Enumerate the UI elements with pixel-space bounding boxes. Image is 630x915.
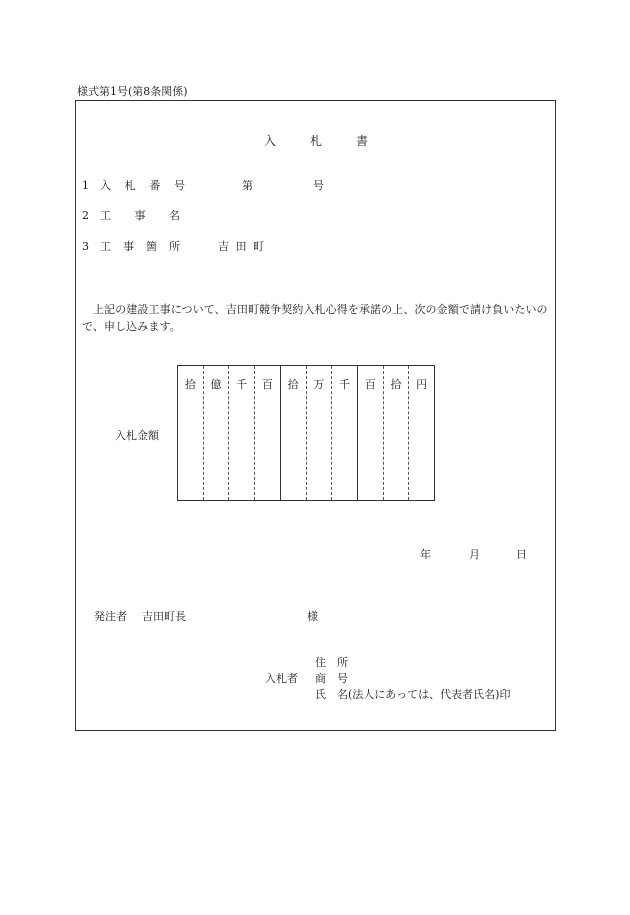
- label-char: 所: [337, 656, 348, 669]
- label-char: 事: [134, 209, 146, 222]
- bidder-address-label: [315, 657, 348, 668]
- bidder-company-label: [315, 673, 348, 684]
- item-number: 3: [82, 240, 89, 253]
- amount-column-header: 百: [254, 366, 280, 500]
- label-char: 箇: [146, 240, 157, 253]
- label-char: 番: [149, 179, 161, 192]
- value-char: 田: [235, 240, 247, 253]
- value-char: 吉: [218, 240, 229, 253]
- honorific: 様: [307, 610, 318, 623]
- work-location-value: [218, 241, 264, 252]
- work-name-label: [100, 210, 180, 221]
- amount-column-header: 拾: [184, 378, 196, 391]
- label-char: 商: [315, 672, 326, 685]
- amount-column-header: 百: [357, 366, 383, 500]
- amount-column-header: 千: [331, 366, 357, 500]
- amount-column-header: 拾: [383, 366, 409, 500]
- bidder-name-label: 氏 名(法人にあっては、代表者氏名)印: [315, 688, 511, 701]
- label-char: 所: [169, 240, 180, 253]
- amount-column-header: 万: [306, 366, 332, 500]
- label-char: 号: [173, 179, 185, 192]
- amount-column-header: 拾: [280, 366, 306, 500]
- label-char: 工: [100, 209, 111, 222]
- document-title: [264, 135, 368, 147]
- item-number: 2: [82, 209, 89, 222]
- item-number: 1: [82, 179, 89, 192]
- bid-number-prefix: 第: [242, 179, 253, 192]
- label-char: 名: [169, 209, 180, 222]
- date-year-label: 年: [420, 548, 431, 561]
- bidder-label: 入札者: [265, 672, 298, 685]
- agreement-text: 上記の建設工事について、吉田町競争契約入札心得を承諾の上、次の金額で請け負いたいので、申し込みます。: [82, 303, 548, 333]
- title-char: 札: [309, 134, 322, 148]
- label-char: 札: [124, 179, 136, 192]
- bid-amount-table: [177, 365, 435, 501]
- bid-amount-label: 入札金額: [115, 429, 159, 442]
- form-number-label: 様式第1号(第8条関係): [77, 85, 188, 98]
- amount-column-header: 円: [408, 366, 434, 500]
- bid-number-label: [100, 180, 185, 191]
- orderer-label: 発注者: [94, 610, 127, 623]
- date-month-label: 月: [469, 548, 480, 561]
- work-location-label: [100, 241, 180, 252]
- label-char: 事: [123, 240, 134, 253]
- label-char: 工: [100, 240, 111, 253]
- title-char: 入: [264, 134, 277, 148]
- title-char: 書: [355, 134, 368, 148]
- amount-column-header: 千: [228, 366, 254, 500]
- date-day-label: 日: [516, 548, 527, 561]
- value-char: 町: [253, 240, 264, 253]
- orderer-name: 吉田町長: [142, 610, 186, 623]
- bid-number-suffix: 号: [313, 179, 324, 192]
- label-char: 入: [100, 179, 111, 192]
- label-char: 号: [337, 672, 348, 685]
- amount-column-header: 億: [203, 366, 229, 500]
- label-char: 住: [315, 656, 326, 669]
